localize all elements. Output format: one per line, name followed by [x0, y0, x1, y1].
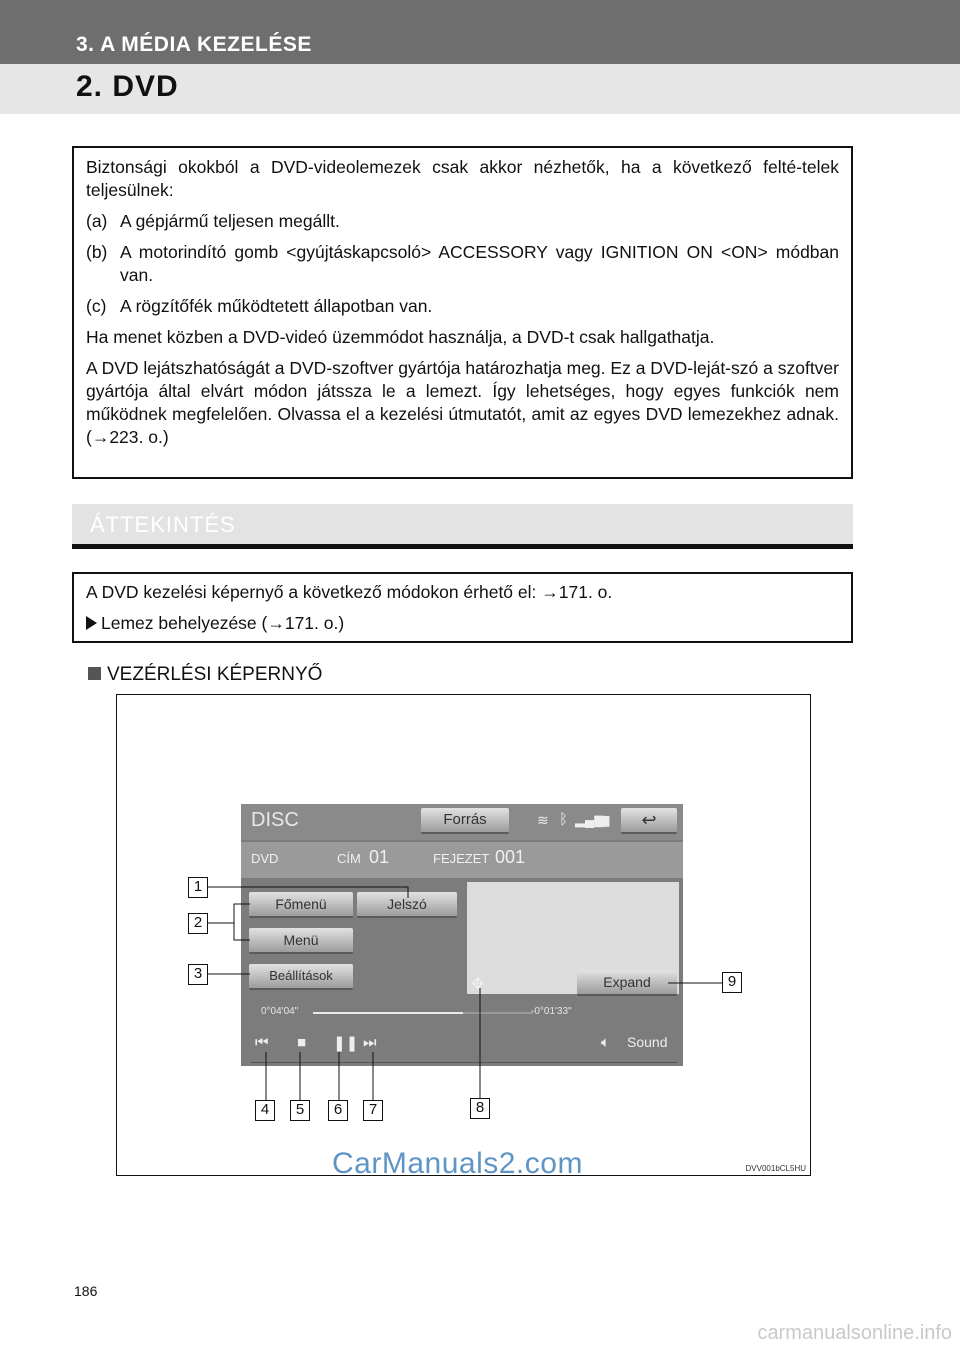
callout-7: 7	[363, 1100, 383, 1121]
beallitasok-button[interactable]: Beállítások	[249, 964, 353, 990]
pause-icon[interactable]: ❚❚	[333, 1035, 359, 1052]
wifi-icon: ≋	[537, 812, 549, 828]
signal-icon: ▂▄▆	[575, 812, 605, 827]
overview-bullet-text: Lemez behelyezése (→171. o.)	[101, 613, 345, 633]
screen-bottom-line	[251, 1062, 677, 1063]
safety-item-c	[86, 295, 839, 318]
next-track-icon[interactable]: ⏭	[363, 1034, 377, 1051]
back-button[interactable]	[621, 808, 677, 834]
callout-3: 3	[188, 964, 208, 985]
fomenu-button[interactable]: Főmenü	[249, 892, 353, 918]
time-elapsed: 0°04'04"	[261, 1006, 299, 1017]
speaker-icon: 🔈︎	[601, 1034, 611, 1051]
bluetooth-icon: ᛒ	[559, 811, 569, 828]
square-bullet-icon	[88, 667, 101, 680]
item-label: (b)	[86, 242, 108, 262]
stop-icon[interactable]: ■	[297, 1034, 307, 1051]
arrow-right-icon	[86, 616, 97, 630]
progress-remaining	[463, 1012, 533, 1014]
info-cim-value: 01	[369, 847, 390, 867]
item-label: (a)	[86, 211, 108, 231]
back-arrow-icon: ↩	[641, 810, 657, 830]
info-cim-label: CÍM	[337, 851, 361, 866]
item-text: A rögzítőfék működtetett állapotban van.	[120, 296, 433, 316]
jelszo-button[interactable]: Jelszó	[357, 892, 457, 918]
info-fejezet-label: FEJEZET	[433, 851, 490, 866]
safety-item-b	[86, 241, 839, 287]
callout-4: 4	[255, 1100, 275, 1121]
callout-8: 8	[470, 1098, 490, 1119]
section-rule	[72, 544, 853, 549]
callout-5: 5	[290, 1100, 310, 1121]
menu-button[interactable]: Menü	[249, 928, 353, 954]
safety-item-a	[86, 210, 839, 233]
previous-track-icon[interactable]: ⏮	[255, 1034, 269, 1051]
info-fejezet-value: 001	[495, 847, 526, 867]
safety-para-playability: A DVD lejátszhatóságát a DVD-szoftver gyártója határozhatja meg. Ez a DVD-leját-szó a szoftver gyártója által elvárt módon játssza le a lemezt. Így lehetséges, hogy egyes funkciók nem működnek megfelelően. Olvassa el a kezelési útmutatót, amit az egyes DVD lemezekhez adnak. (→223. o.)	[86, 358, 839, 447]
overview-box	[72, 572, 853, 643]
overview-bullet	[86, 612, 839, 635]
subheading-text: VEZÉRLÉSI KÉPERNYŐ	[107, 664, 323, 685]
item-text: A motorindító gomb <gyújtáskapcsoló> ACCESSORY vagy IGNITION ON <ON> módban van.	[120, 242, 839, 285]
page-title: 2. DVD	[76, 70, 179, 103]
safety-notice-box	[72, 146, 853, 479]
expand-button[interactable]: Expand	[577, 970, 677, 996]
safety-intro: Biztonsági okokból a DVD-videolemezek csak akkor nézhetők, ha a következő felté-telek teljesülnek:	[86, 157, 839, 200]
subheading	[88, 664, 322, 686]
track-info-bar	[241, 842, 683, 878]
callout-6: 6	[328, 1100, 348, 1121]
forras-button[interactable]: Forrás	[421, 808, 509, 834]
page-number: 186	[74, 1283, 98, 1299]
progress-bar[interactable]	[313, 1012, 463, 1014]
time-remaining: -0°01'33"	[531, 1006, 572, 1017]
sound-button[interactable]: Sound	[627, 1034, 668, 1050]
callout-9: 9	[722, 972, 742, 993]
figure-code: DVV001bCL5HU	[745, 1164, 806, 1173]
safety-para-driving: Ha menet közben a DVD-videó üzemmódot használja, a DVD-t csak hallgathatja.	[86, 327, 715, 347]
footer-watermark: carmanualsonline.info	[757, 1322, 952, 1344]
section-title: 3. A MÉDIA KEZELÉSE	[76, 33, 312, 56]
watermark: CarManuals2.com	[332, 1147, 583, 1180]
item-text: A gépjármű teljesen megállt.	[120, 211, 340, 231]
info-dvd: DVD	[251, 851, 279, 866]
dvd-control-screen	[241, 804, 683, 1066]
callout-1: 1	[188, 877, 208, 898]
section-heading: ÁTTEKINTÉS	[90, 512, 236, 537]
callout-2: 2	[188, 913, 208, 934]
move-arrows-icon[interactable]: ✥	[471, 976, 485, 993]
overview-line: A DVD kezelési képernyő a következő módokon érhető el: →171. o.	[86, 582, 613, 602]
battery-icon: ▮	[603, 812, 611, 828]
source-label: DISC	[251, 809, 299, 831]
item-label: (c)	[86, 296, 107, 316]
